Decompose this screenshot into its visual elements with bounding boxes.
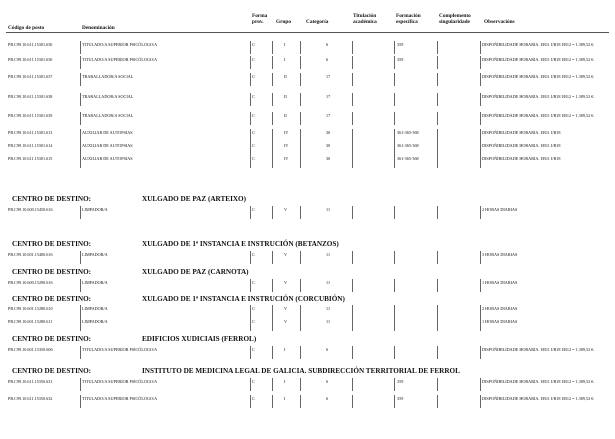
cell-forma-prov: C (252, 319, 255, 324)
section-name: XULGADO DE 1ª INSTANCIA E INSTRUCIÓN (CORCUBIÓN) (142, 295, 345, 303)
column-divider (250, 73, 251, 86)
cell-grupo: V (284, 319, 288, 324)
column-divider (480, 251, 481, 264)
cell-grupo: IV (284, 143, 289, 148)
cell-grupo: I (284, 57, 286, 62)
cell-codigo: PR.C99.10.611.15301.639 (8, 113, 53, 118)
cell-formacion: 359 (397, 42, 404, 47)
column-divider (300, 251, 301, 264)
cell-observaciones: DISPOÑIBILIDADE HORARIA. I/B11 I/B18 I/B12 = 1.389,52 €. (482, 113, 595, 118)
column-divider (394, 279, 395, 292)
table-row (0, 395, 615, 409)
table-row (0, 56, 615, 70)
column-divider (300, 305, 301, 318)
table-header (0, 6, 615, 32)
cell-categoria: 11 (326, 306, 331, 311)
cell-forma-prov: C (252, 252, 255, 257)
cell-observaciones: DISPOÑIBILIDADE HORARIA. I/B11 I/B18 I/B12 = 1.389,52 €. (482, 347, 595, 352)
cell-forma-prov: C (252, 156, 255, 161)
cell-denominacion: AUXILIAR DE AUTOPSIAS (82, 143, 133, 148)
cell-observaciones: 1 HORAS DIARIAS (482, 319, 518, 324)
cell-denominacion: LIMPADOR/A (82, 306, 108, 311)
cell-grupo: II (284, 74, 287, 79)
table-row (0, 251, 615, 265)
column-divider (300, 279, 301, 292)
column-divider (300, 93, 301, 106)
column-divider (394, 142, 395, 155)
column-divider (80, 346, 81, 359)
cell-codigo: PR.C99.10.601.15350.606 (8, 347, 53, 352)
cell-denominacion: TRABALLADOR/A SOCIAL (82, 94, 134, 99)
column-divider (80, 93, 81, 106)
cell-observaciones: DISPOÑIBILIDADE HORARIA. I/B11 I/B18 I/B12 = 1.389,52 €. (482, 57, 595, 62)
column-divider (394, 112, 395, 125)
cell-formacion: 361-365-368 (397, 130, 419, 135)
column-divider (250, 142, 251, 155)
column-divider (300, 73, 301, 86)
column-divider (272, 56, 273, 69)
cell-forma-prov: C (252, 280, 255, 285)
column-divider (250, 279, 251, 292)
column-divider (480, 112, 481, 125)
column-divider (300, 41, 301, 54)
cell-categoria: 6 (326, 347, 329, 352)
cell-categoria: 11 (326, 280, 331, 285)
column-divider (480, 346, 481, 359)
cell-denominacion: TRABALLADOR/A SOCIAL (82, 113, 134, 118)
column-divider (352, 251, 353, 264)
column-divider (352, 318, 353, 331)
column-divider (300, 155, 301, 168)
table-row (0, 142, 615, 156)
cell-categoria: 6 (326, 42, 329, 47)
header-codigo: Código de posto (8, 25, 45, 31)
column-divider (352, 305, 353, 318)
cell-codigo: PR.C99.10.601.15280.610 (8, 306, 53, 311)
column-divider (80, 56, 81, 69)
column-divider (437, 395, 438, 408)
column-divider (272, 346, 273, 359)
column-divider (250, 251, 251, 264)
column-divider (272, 155, 273, 168)
column-divider (272, 73, 273, 86)
cell-grupo: I (284, 396, 286, 401)
cell-codigo: PR.C99.10.611.15301.637 (8, 74, 53, 79)
column-divider (437, 279, 438, 292)
column-divider (480, 129, 481, 142)
column-divider (480, 155, 481, 168)
header-denominacion: Denominación (82, 25, 115, 31)
section-name: XULGADO DE PAZ (ARTEIXO) (142, 195, 247, 203)
column-divider (394, 206, 395, 219)
cell-categoria: 11 (326, 207, 331, 212)
header-rule (6, 32, 609, 33)
column-divider (80, 279, 81, 292)
cell-codigo: PR.C99.10.611.15301.630 (8, 42, 53, 47)
column-divider (394, 129, 395, 142)
column-divider (480, 279, 481, 292)
column-divider (300, 206, 301, 219)
column-divider (250, 41, 251, 54)
column-divider (394, 395, 395, 408)
column-divider (480, 142, 481, 155)
cell-observaciones: DISPOÑIBILIDADE HORARIA. I/B11 I/B18 I/B12 = 1.389,52 €. (482, 42, 595, 47)
column-divider (300, 142, 301, 155)
cell-grupo: IV (284, 156, 289, 161)
column-divider (300, 346, 301, 359)
column-divider (250, 112, 251, 125)
column-divider (437, 129, 438, 142)
column-divider (272, 305, 273, 318)
column-divider (272, 112, 273, 125)
column-divider (272, 142, 273, 155)
cell-codigo: PR.C99.10.611.15301.615 (8, 156, 53, 161)
section-label: CENTRO DE DESTINO: (12, 367, 92, 375)
cell-forma-prov: C (252, 143, 255, 148)
cell-categoria: 11 (326, 319, 331, 324)
column-divider (80, 129, 81, 142)
cell-codigo: PR.C99.10.611.15350.632 (8, 396, 53, 401)
cell-observaciones: DISPOÑIBILIDADE HORARIA. I/B11 I/B18 (482, 130, 561, 135)
cell-formacion: 361-365-368 (397, 143, 419, 148)
column-divider (272, 378, 273, 391)
column-divider (480, 206, 481, 219)
cell-observaciones: 2 HORAS DIARIAS (482, 207, 518, 212)
table-row (0, 318, 615, 332)
cell-codigo: PR.C99.10.611.15301.613 (8, 130, 53, 135)
column-divider (394, 378, 395, 391)
header-forma-prov-1: Forma (252, 13, 268, 19)
cell-observaciones: DISPOÑIBILIDADE HORARIA. I/B11 I/B18 I/B12 = 1.389,52 €. (482, 74, 595, 79)
column-divider (394, 56, 395, 69)
column-divider (80, 112, 81, 125)
cell-denominacion: TITULADO/A SUPERIOR PSICÓLOGO/A (82, 379, 158, 384)
column-divider (480, 305, 481, 318)
cell-codigo: PR.C99.10.611.15301.630 (8, 57, 53, 62)
header-forma-prov-2: prov. (252, 19, 264, 25)
column-divider (394, 93, 395, 106)
cell-denominacion: AUXILIAR DE AUTOPSIAS (82, 156, 133, 161)
section-name: XULGADO DE 1ª INSTANCIA E INSTRUCIÓN (BETANZOS) (142, 240, 339, 248)
column-divider (272, 93, 273, 106)
column-divider (80, 206, 81, 219)
table-row (0, 112, 615, 126)
column-divider (480, 395, 481, 408)
cell-codigo: PR.C99.10.600.15450.616 (8, 207, 53, 212)
cell-categoria: 17 (326, 74, 331, 79)
column-divider (394, 73, 395, 86)
column-divider (300, 318, 301, 331)
header-formacion-2: específica (396, 19, 418, 25)
column-divider (80, 305, 81, 318)
table-row (0, 129, 615, 143)
column-divider (352, 155, 353, 168)
cell-categoria: 17 (326, 113, 331, 118)
column-divider (437, 112, 438, 125)
cell-forma-prov: C (252, 396, 255, 401)
column-divider (250, 346, 251, 359)
column-divider (352, 73, 353, 86)
cell-formacion: 359 (397, 57, 404, 62)
header-categoria: Categoría (306, 19, 329, 25)
cell-grupo: V (284, 207, 288, 212)
cell-formacion: 359 (397, 379, 404, 384)
header-titulacion-1: Titulación (353, 13, 377, 19)
cell-formacion: 361-365-368 (397, 156, 419, 161)
column-divider (80, 378, 81, 391)
column-divider (300, 129, 301, 142)
cell-codigo: PR.C99.10.601.15400.616 (8, 252, 53, 257)
column-divider (80, 41, 81, 54)
column-divider (480, 378, 481, 391)
cell-codigo: PR.C99.10.611.15301.614 (8, 143, 53, 148)
cell-denominacion: TITULADO/A SUPERIOR PSICÓLOGO/A (82, 57, 158, 62)
column-divider (352, 129, 353, 142)
column-divider (480, 41, 481, 54)
cell-forma-prov: C (252, 57, 255, 62)
column-divider (480, 93, 481, 106)
table-row (0, 378, 615, 392)
column-divider (352, 112, 353, 125)
column-divider (352, 56, 353, 69)
section-label: CENTRO DE DESTINO: (12, 268, 92, 276)
cell-formacion: 359 (397, 396, 404, 401)
column-divider (300, 56, 301, 69)
header-complemento-1: Complemento (439, 13, 471, 19)
column-divider (352, 346, 353, 359)
column-divider (272, 251, 273, 264)
table-row (0, 206, 615, 220)
column-divider (437, 305, 438, 318)
column-divider (272, 206, 273, 219)
table-row (0, 73, 615, 87)
column-divider (80, 251, 81, 264)
cell-forma-prov: C (252, 74, 255, 79)
column-divider (250, 206, 251, 219)
header-titulacion-2: académica (353, 19, 377, 25)
column-divider (437, 155, 438, 168)
cell-codigo: PR.C99.10.601.15280.611 (8, 319, 53, 324)
cell-denominacion: LIMPADOR/A (82, 207, 108, 212)
section-label: CENTRO DE DESTINO: (12, 240, 92, 248)
cell-observaciones: DISPOÑIBILIDADE HORARIA. I/B11 I/B18 I/B12 = 1.389,52 €. (482, 94, 595, 99)
table-row (0, 93, 615, 107)
section-label: CENTRO DE DESTINO: (12, 195, 92, 203)
cell-grupo: V (284, 252, 288, 257)
header-grupo: Grupo (276, 19, 292, 25)
cell-denominacion: LIMPADOR/A (82, 319, 108, 324)
cell-categoria: 11 (326, 252, 331, 257)
column-divider (352, 93, 353, 106)
column-divider (250, 395, 251, 408)
cell-denominacion: AUXILIAR DE AUTOPSIAS (82, 130, 133, 135)
table-row (0, 279, 615, 293)
cell-observaciones: DISPOÑIBILIDADE HORARIA. I/B11 I/B18 (482, 156, 561, 161)
column-divider (394, 305, 395, 318)
column-divider (300, 112, 301, 125)
column-divider (437, 251, 438, 264)
cell-forma-prov: C (252, 306, 255, 311)
cell-observaciones: 3 HORAS DIARIAS (482, 252, 518, 257)
column-divider (394, 41, 395, 54)
column-divider (394, 318, 395, 331)
column-divider (272, 41, 273, 54)
cell-grupo: I (284, 347, 286, 352)
cell-forma-prov: C (252, 347, 255, 352)
cell-denominacion: TRABALLADOR/A SOCIAL (82, 74, 134, 79)
cell-observaciones: DISPOÑIBILIDADE HORARIA. I/B11 I/B18 I/B12 = 1.389,52 €. (482, 396, 595, 401)
cell-codigo: PR.C99.10.611.15350.631 (8, 379, 53, 384)
cell-categoria: 30 (326, 143, 331, 148)
column-divider (394, 346, 395, 359)
section-label: CENTRO DE DESTINO: (12, 295, 92, 303)
table-row (0, 305, 615, 319)
cell-categoria: 6 (326, 396, 329, 401)
cell-forma-prov: C (252, 207, 255, 212)
cell-categoria: 6 (326, 379, 329, 384)
cell-codigo: PR.C99.10.600.15290.616 (8, 280, 53, 285)
column-divider (352, 142, 353, 155)
cell-forma-prov: C (252, 42, 255, 47)
column-divider (437, 142, 438, 155)
cell-observaciones: 1 HORAS DIARIAS (482, 280, 518, 285)
column-divider (80, 73, 81, 86)
section-name: XULGADO DE PAZ (CARNOTA) (142, 268, 249, 276)
column-divider (437, 378, 438, 391)
column-divider (394, 155, 395, 168)
column-divider (352, 378, 353, 391)
column-divider (272, 318, 273, 331)
cell-denominacion: LIMPADOR/A (82, 252, 108, 257)
column-divider (250, 93, 251, 106)
cell-grupo: I (284, 42, 286, 47)
column-divider (250, 155, 251, 168)
cell-categoria: 30 (326, 130, 331, 135)
cell-forma-prov: C (252, 113, 255, 118)
column-divider (250, 378, 251, 391)
header-complemento-2: singularidade (439, 19, 470, 25)
column-divider (250, 318, 251, 331)
column-divider (437, 41, 438, 54)
column-divider (272, 279, 273, 292)
column-divider (480, 73, 481, 86)
cell-denominacion: TITULADO/A SUPERIOR PSICÓLOGO/A (82, 347, 158, 352)
column-divider (80, 318, 81, 331)
section-label: CENTRO DE DESTINO: (12, 335, 92, 343)
header-observaciones: Observacións (484, 19, 515, 25)
cell-categoria: 30 (326, 156, 331, 161)
cell-grupo: V (284, 280, 288, 285)
column-divider (250, 305, 251, 318)
cell-forma-prov: C (252, 379, 255, 384)
column-divider (437, 346, 438, 359)
column-divider (300, 395, 301, 408)
cell-categoria: 6 (326, 57, 329, 62)
section-name: EDIFICIOS XUDICIAIS (FERROL) (142, 335, 257, 343)
column-divider (300, 378, 301, 391)
column-divider (272, 129, 273, 142)
cell-denominacion: LIMPADOR/A (82, 280, 108, 285)
column-divider (80, 155, 81, 168)
section-name: INSTITUTO DE MEDICINA LEGAL DE GALICIA. SUBDIRECCIÓN TERRITORIAL DE FERROL (142, 367, 460, 375)
cell-forma-prov: C (252, 130, 255, 135)
column-divider (352, 41, 353, 54)
column-divider (352, 279, 353, 292)
cell-grupo: II (284, 94, 287, 99)
column-divider (250, 56, 251, 69)
column-divider (80, 395, 81, 408)
cell-codigo: PR.C99.10.611.15301.638 (8, 94, 53, 99)
column-divider (437, 93, 438, 106)
header-formacion-1: Formación (396, 13, 421, 19)
column-divider (437, 73, 438, 86)
column-divider (352, 206, 353, 219)
cell-grupo: V (284, 306, 288, 311)
cell-observaciones: DISPOÑIBILIDADE HORARIA. I/B11 I/B18 (482, 143, 561, 148)
cell-observaciones: DISPOÑIBILIDADE HORARIA. I/B11 I/B18 I/B12 = 1.389,52 €. (482, 379, 595, 384)
cell-forma-prov: C (252, 94, 255, 99)
column-divider (437, 206, 438, 219)
cell-denominacion: TITULADO/A SUPERIOR PSICÓLOGO/A (82, 396, 158, 401)
column-divider (480, 318, 481, 331)
column-divider (480, 56, 481, 69)
table-row (0, 41, 615, 55)
cell-grupo: II (284, 113, 287, 118)
cell-categoria: 17 (326, 94, 331, 99)
table-row (0, 346, 615, 360)
table-row (0, 155, 615, 169)
cell-grupo: IV (284, 130, 289, 135)
cell-denominacion: TITULADO/A SUPERIOR PSICÓLOGO/A (82, 42, 158, 47)
column-divider (437, 318, 438, 331)
column-divider (272, 395, 273, 408)
column-divider (352, 395, 353, 408)
cell-grupo: I (284, 379, 286, 384)
column-divider (437, 56, 438, 69)
column-divider (80, 142, 81, 155)
column-divider (250, 129, 251, 142)
cell-observaciones: 2 HORAS DIARIAS (482, 306, 518, 311)
column-divider (394, 251, 395, 264)
